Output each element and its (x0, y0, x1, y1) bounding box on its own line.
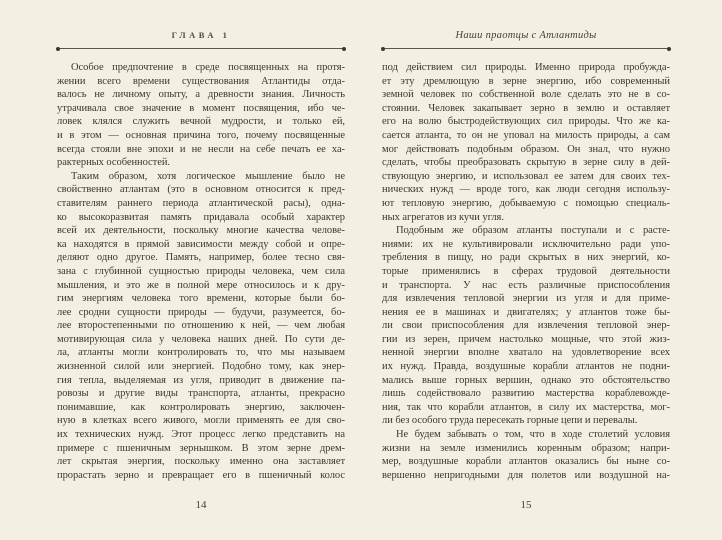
text-line: мышления, и это же в полной мере относилось и к дру- (57, 279, 345, 291)
text-line: примере с пшеничным зернышком. В этом зерне дрем- (57, 442, 345, 454)
text-line: Особое предпочтение в среде посвященных на протя- (71, 62, 345, 73)
rule-end-dot (56, 47, 60, 51)
page-body-left (57, 61, 345, 482)
rule-end-dot (342, 47, 346, 51)
page-number-right: 15 (520, 499, 532, 511)
text-line: ли без особого труда пересекать горные цепи и перевалы. (382, 415, 638, 427)
text-line: лет скрытая энергия, поскольку именно она заставляет (57, 456, 345, 468)
text-line: стоянии. Человек закапывает зерно в землю и оставляет (382, 102, 670, 114)
text-line: свойственно атлантам (это в основном относится к пред- (57, 184, 345, 196)
rule-end-dot (381, 47, 385, 51)
text-line: сается атланта, то он не уповал на милость природы, а сам (382, 129, 670, 141)
text-line: ную в клетках всего живого, могли применять ее для сво- (57, 415, 345, 427)
page-right (382, 0, 670, 540)
text-line: ко высокоразвитая память придавала особый характер (57, 211, 345, 223)
text-line: лее сродни сущности природы — будучи, разумеется, бо- (57, 306, 345, 318)
text-line: жении всего времени существования Атлантиды отда- (57, 75, 345, 87)
text-line: утрачивала свое значение в момент посвящения, ибо че- (57, 102, 345, 114)
running-head-right: Наши праотцы с Атлантиды (455, 30, 597, 41)
text-line: ненной энергии вполне хватало на удовлетворение всех (382, 347, 670, 359)
text-line: ловек клялся служить вечной мудрости, и только ей, (57, 116, 345, 128)
text-line: валось не личному опыту, а древности знания. Личность (57, 89, 345, 101)
header-rule-left (57, 48, 345, 49)
text-line: ных агрегатов из кучи угля. (382, 211, 504, 223)
text-line: ка находятся в прямой зависимости между собой и опре- (57, 238, 345, 250)
text-line: ния, так что корабли атлантов, в силу их мастерства, мог- (382, 401, 670, 413)
text-line: мотивирующая сила у человека наших дней. По сути де- (57, 333, 345, 345)
text-line: Таким образом, хотя логическое мышление было не (71, 170, 345, 182)
text-line: рактерных особенностей. (57, 157, 170, 169)
text-line: Не будем забывать о том, что в ходе столетий условия (396, 429, 670, 441)
text-line: ствующую энергию, и использовал ее затем для своих тех- (382, 170, 670, 182)
running-head-left: ГЛАВА 1 (171, 30, 231, 40)
text-line: Подобным же образом атланты поступали и с расте- (396, 225, 670, 237)
page-left (57, 0, 345, 540)
text-line: всей их деятельности, поскольку многие качества челове- (57, 225, 345, 237)
text-line: и транспорта. У нас есть различные приспособления (382, 279, 670, 291)
text-line: понимавшие, как контролировать энергию, заключен- (57, 401, 345, 413)
text-line: деляют одно другое. Память, например, более тесно свя- (57, 252, 345, 264)
text-line: для извлечения тепловой энергии из угля и для приме- (382, 293, 670, 305)
text-line: нических нужд — вроде того, как люди сегодня использу- (382, 184, 670, 196)
text-line: зана с глубинной сущностью природы человека, чем сила (57, 265, 345, 277)
text-line: гия тепла, выделяемая из угля, приводит в движение па- (57, 374, 345, 386)
text-line: нения ее в машинах и двигателях; у атлантов тоже бы- (382, 306, 670, 318)
text-line: ла, атланты могли контролировать то, что мы называем (57, 347, 345, 359)
text-line: лишь содействовало развитию мастерства кораблевожде- (382, 388, 670, 400)
text-line: сделать, чтобы преобразовать скрытую в зерне силу в дей- (382, 157, 670, 169)
text-line: гим энергиям человека того времени, которые были бо- (57, 293, 345, 305)
text-line: под действием сил природы. Именно природа пробужда- (382, 62, 670, 73)
text-line: ниями: их не культивировали исключительно ради упо- (382, 238, 670, 250)
header-rule-right (382, 48, 670, 49)
text-line: ют тепловую энергию, добываемую с помощью специаль- (382, 197, 670, 209)
text-line: гии из зерен, причем настолько мощные, что этой жиз- (382, 333, 670, 345)
text-line: прорастать зерно и превращает его в пшеничный колос (57, 469, 345, 481)
text-line: торые применялись в сферах трудовой деятельности (382, 265, 670, 277)
rule-end-dot (667, 47, 671, 51)
text-line: ставителям раннего периода атлантической расы), одна- (57, 197, 345, 209)
text-line: ли свои приспособления для извлечения тепловой энер- (382, 320, 670, 332)
text-line: всегда стояли вне эпохи и не несли на себе печать ее ха- (57, 143, 345, 155)
text-line: их технических нужд. Этот процесс легко представить на (57, 429, 345, 441)
text-line: их нужд. Правда, воздушные корабли атлантов не подни- (382, 361, 670, 373)
text-line: мог действовать подобным образом. Он знал, что нужно (382, 143, 670, 155)
text-line: лее второстепенными по отношению к ней, — чем любая (57, 320, 345, 332)
text-line: его на волю быстродействующих сил природы. Что же ка- (382, 116, 670, 128)
page-body-right (382, 61, 670, 482)
text-line: ет эту дремлющую в зерне энергию, ибо современный (382, 75, 670, 87)
text-line: мер, воздушные корабли атлантов оказались бы ныне со- (382, 456, 670, 468)
page-number-left: 14 (195, 499, 207, 511)
text-line: ровозы и другие виды транспорта, атланты, прекрасно (57, 388, 345, 400)
text-line: жизненной силой или энергией. Подобно тому, как энер- (57, 361, 345, 373)
text-line: и в этом — основная причина того, почему посвященные (57, 129, 345, 141)
text-line: мались выше горных вершин, однако это обстоятельство (382, 374, 670, 386)
text-line: вершенно непригодными для полетов или воздушной на- (382, 469, 670, 481)
text-line: требления в пищу, но ради скрытых в них энергий, ко- (382, 252, 670, 264)
text-line: земной человек по собственной воле сделать это не в со- (382, 89, 670, 101)
text-line: жизни на земле изменились коренным образом; напри- (382, 442, 670, 454)
